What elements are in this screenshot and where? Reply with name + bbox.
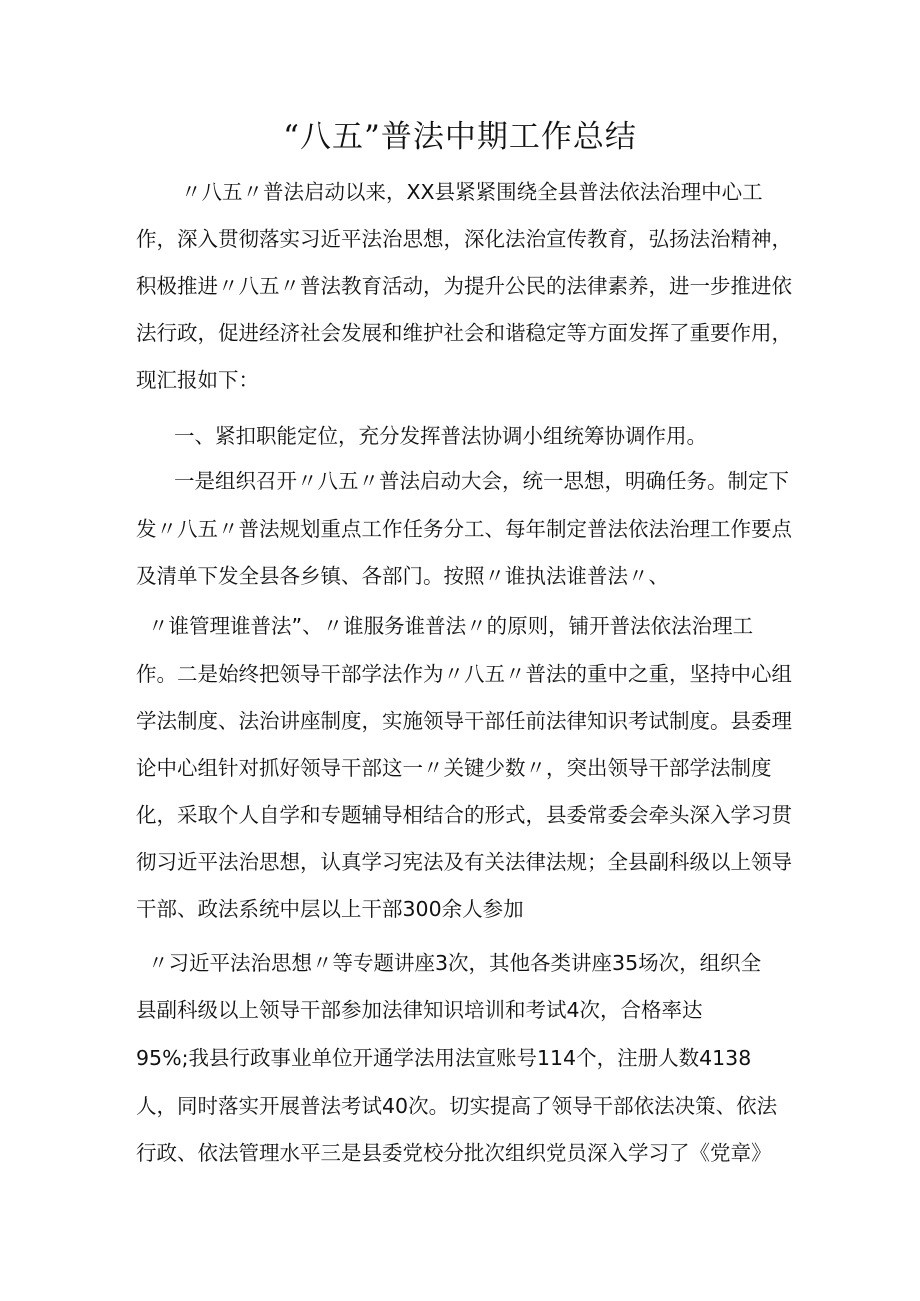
paragraph-line: 作。二是始终把领导干部学法作为〃八五〃普法的重中之重，坚持中心组 [136, 662, 792, 686]
paragraph-line: 发〃八五〃普法规划重点工作任务分工、每年制定普法依法治理工作要点 [136, 517, 792, 541]
paragraph-line: 学法制度、法治讲座制度，实施领导干部任前法律知识考试制度。县委理 [136, 709, 792, 733]
paragraph-line: 作，深入贯彻落实习近平法治思想，深化法治宣传教育，弘扬法治精神， [136, 227, 792, 251]
paragraph-line: 法行政，促进经济社会发展和维护社会和谐稳定等方面发挥了重要作用， [136, 321, 792, 345]
paragraph-line: 95%;我县行政事业单位开通学法用法宣账号114个，注册人数4138 [136, 1046, 752, 1070]
paragraph-line: 行政、依法管理水平三是县委党校分批次组织党员深入学习了《党章》 [136, 1141, 772, 1165]
paragraph-line: 〃习近平法治思想〃等专题讲座3次，其他各类讲座35场次，组织全 [148, 951, 762, 975]
paragraph-line: 〃谁管理谁普法”、〃谁服务谁普法〃的原则，铺开普法依法治理工 [148, 614, 754, 638]
paragraph-line: 化，采取个人自学和专题辅导相结合的形式，县委常委会牵头深入学习贯 [136, 803, 792, 827]
paragraph-line: 彻习近平法治思想，认真学习宪法及有关法律法规；全县副科级以上领导 [136, 850, 792, 874]
paragraph-line: 干部、政法系统中层以上干部300余人参加 [136, 897, 524, 921]
document-title: “八五”普法中期工作总结 [283, 119, 637, 155]
paragraph-line: 积极推进〃八五〃普法教育活动，为提升公民的法律素养，进一步推进依 [136, 274, 792, 298]
paragraph-line: 〃八五〃普法启动以来，XX县紧紧围绕全县普法依法治理中心工 [181, 180, 763, 204]
paragraph-line: 县副科级以上领导干部参加法律知识培训和考试4次，合格率达 [136, 998, 703, 1022]
paragraph-line: 论中心组针对抓好领导干部这一〃关键少数〃，突出领导干部学法制度 [136, 756, 772, 780]
section-heading: 一、紧扣职能定位，充分发挥普法协调小组统筹协调作用。 [174, 424, 707, 448]
paragraph-line: 一是组织召开〃八五〃普法启动大会，统一思想，明确任务。制定下 [174, 469, 789, 493]
paragraph-line: 及清单下发全县各乡镇、各部门。按照〃谁执法谁普法〃、 [136, 564, 669, 588]
paragraph-line: 现汇报如下： [136, 368, 259, 392]
paragraph-line: 人，同时落实开展普法考试40次。切实提高了领导干部依法决策、依法 [136, 1094, 778, 1118]
